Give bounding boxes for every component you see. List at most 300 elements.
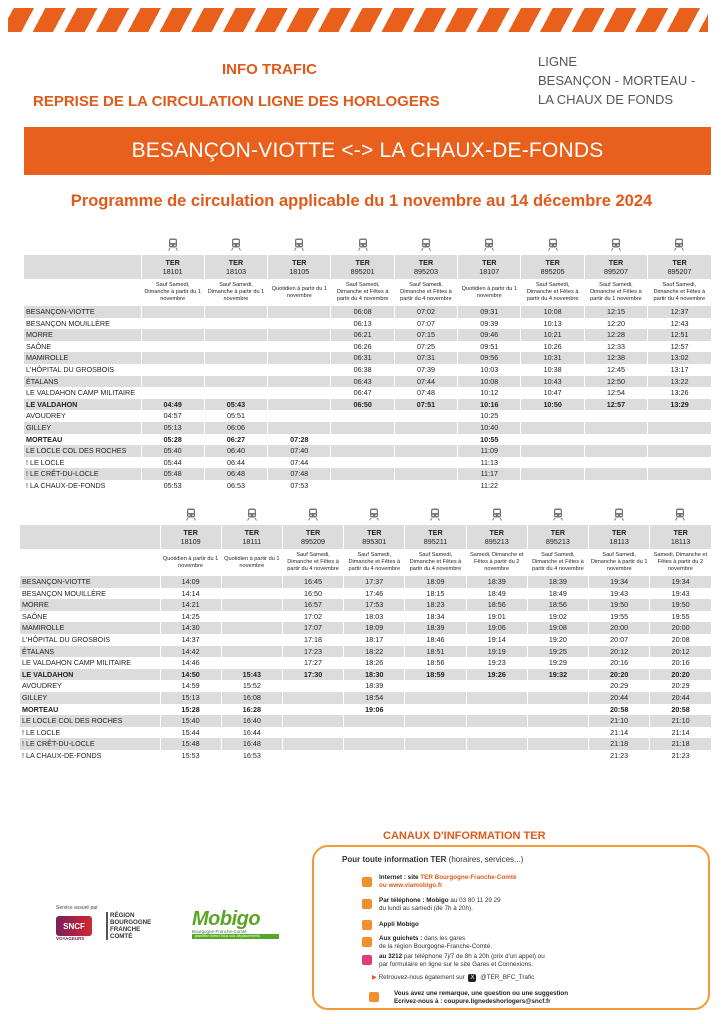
train-number: 895205	[540, 267, 565, 276]
station-row	[24, 306, 711, 318]
departure-time: 05:28	[141, 434, 204, 446]
train-icon	[430, 508, 440, 521]
departure-time: 18:39	[405, 622, 466, 634]
departure-time: 12:20	[584, 318, 647, 330]
train-icon-cell	[282, 508, 343, 525]
departure-time: 05:44	[141, 457, 204, 469]
train-icon-cell	[527, 508, 588, 525]
departure-time: 07:25	[394, 341, 457, 353]
departure-time	[527, 750, 588, 762]
station-name: AVOUDREY	[26, 411, 66, 421]
sncf-voyageurs: VOYAGEURS	[56, 936, 85, 941]
train-icon	[231, 238, 241, 251]
departure-time: 12:33	[584, 341, 647, 353]
departure-time: 11:13	[458, 457, 521, 469]
train-number: 895301	[362, 537, 387, 546]
train-type: TER	[367, 528, 382, 537]
departure-time: 12:15	[584, 306, 647, 318]
train-icon-cell	[394, 238, 457, 255]
departure-time	[394, 480, 457, 492]
station-name: LE VALDAHON CAMP MILITAIRE	[22, 658, 132, 668]
departure-time: 07:39	[394, 364, 457, 376]
station-name: MORRE	[24, 329, 141, 341]
phone-label: Par téléphone : Mobigo	[379, 897, 449, 904]
departure-time: 05:51	[204, 410, 267, 422]
departure-time: 16:57	[282, 599, 343, 611]
station-row	[20, 715, 711, 727]
guichet-label: Aux guichets :	[379, 935, 423, 942]
departure-time: 07:53	[268, 480, 331, 492]
departure-time: 14:25	[160, 611, 221, 623]
region-line: RÉGION	[110, 912, 135, 919]
departure-time: 07:02	[394, 306, 457, 318]
station-row	[24, 422, 711, 434]
departure-time: 10:21	[521, 329, 584, 341]
departure-time	[521, 422, 584, 434]
assist-form: par formulaire en ligne sur le site Gares et Connexions.	[379, 960, 534, 968]
departure-time	[268, 329, 331, 341]
departure-time: 06:50	[331, 399, 394, 411]
train-icon-cell	[268, 238, 331, 255]
train-header	[141, 255, 204, 279]
contact-info	[394, 990, 568, 1006]
departure-time: 06:21	[331, 329, 394, 341]
departure-time: 10:47	[521, 387, 584, 399]
internet-label: Internet : site	[379, 874, 421, 881]
departure-time: 19:26	[466, 669, 527, 681]
departure-time: 10:03	[458, 364, 521, 376]
station-row	[20, 599, 711, 611]
departure-time	[584, 422, 647, 434]
departure-time	[204, 387, 267, 399]
guichet-region: de la région Bourgogne-Franche-Comté.	[379, 942, 493, 950]
departure-time	[282, 750, 343, 762]
internet-alt-site[interactable]: ou www.viamobigo.fr	[379, 881, 443, 889]
train-header	[204, 255, 267, 279]
departure-time: 10:25	[458, 410, 521, 422]
train-type: TER	[183, 528, 198, 537]
departure-time: 14:59	[160, 680, 221, 692]
train-number: 18105	[289, 267, 310, 276]
train-header	[584, 255, 647, 279]
departure-time: 12:57	[584, 399, 647, 411]
station-name: L'HÔPITAL DU GROSBOIS	[26, 364, 115, 374]
departure-time	[331, 410, 394, 422]
departure-time	[204, 329, 267, 341]
assist-text: par téléphone 7j/7 de 8h à 20h (prix d'un appel) ou	[403, 953, 545, 960]
station-name: ! LE CRÊT-DU-LOCLE	[20, 738, 160, 750]
info-box-heading	[342, 855, 523, 864]
timetable-afternoon	[20, 508, 711, 762]
departure-time: 07:15	[394, 329, 457, 341]
station-row	[20, 750, 711, 762]
train-icon	[358, 238, 368, 251]
station-name: SAÔNE	[26, 341, 52, 351]
departure-time	[527, 692, 588, 704]
station-name: MAMIROLLE	[24, 352, 141, 364]
departure-time: 10:31	[521, 352, 584, 364]
station-name: LE VALDAHON	[20, 669, 160, 681]
departure-time	[405, 738, 466, 750]
departure-time: 09:39	[458, 318, 521, 330]
departure-time: 19:50	[589, 599, 650, 611]
train-icon	[369, 508, 379, 521]
departure-time: 06:47	[331, 387, 394, 399]
departure-time: 18:49	[466, 588, 527, 600]
canaux-title: CANAUX D'INFORMATION TER	[383, 830, 546, 842]
departure-time: 14:21	[160, 599, 221, 611]
departure-time: 21:14	[650, 727, 711, 739]
departure-time	[268, 376, 331, 388]
departure-time	[282, 727, 343, 739]
departure-time: 15:28	[160, 704, 221, 716]
departure-time: 13:29	[648, 399, 711, 411]
train-number: 895203	[413, 267, 438, 276]
departure-time	[204, 306, 267, 318]
departure-time	[268, 352, 331, 364]
station-row	[24, 457, 711, 469]
train-type: TER	[292, 258, 307, 267]
departure-time	[221, 634, 282, 646]
station-row	[24, 468, 711, 480]
info-trafic-title: INFO TRAFIC	[222, 61, 317, 78]
contact-email[interactable]: Ecrivez-nous à : coupure.lignedeshorlogers@sncf.fr	[394, 998, 551, 1005]
departure-time: 05:53	[141, 480, 204, 492]
blank-cell	[24, 238, 141, 255]
station-row	[24, 434, 711, 446]
train-type: TER	[672, 258, 687, 267]
train-condition: Sauf Samedi, Dimanche et Fêtes à partir du 4 novembre	[648, 279, 711, 306]
train-icon-cell	[521, 238, 584, 255]
departure-time	[221, 588, 282, 600]
departure-time: 12:54	[584, 387, 647, 399]
train-condition: Sauf Samedi, Dimanche et Fêtes à partir du 4 novembre	[331, 279, 394, 306]
departure-time: 12:45	[584, 364, 647, 376]
departure-time	[141, 341, 204, 353]
region-line: BOURGOGNE	[110, 919, 152, 926]
departure-time: 19:50	[650, 599, 711, 611]
departure-time: 06:43	[331, 376, 394, 388]
departure-time: 15:53	[160, 750, 221, 762]
station-row	[24, 329, 711, 341]
departure-time: 06:13	[331, 318, 394, 330]
train-header	[527, 525, 588, 549]
departure-time: 05:43	[204, 399, 267, 411]
departure-time: 18:54	[344, 692, 405, 704]
station-name: ! LA CHAUX-DE-FONDS	[26, 480, 106, 490]
departure-time: 19:01	[466, 611, 527, 623]
departure-time	[344, 738, 405, 750]
departure-time	[141, 306, 204, 318]
blank-cell	[20, 549, 160, 576]
station-name: LE LOCLE COL DES ROCHES	[24, 445, 141, 457]
departure-time: 10:55	[458, 434, 521, 446]
departure-time	[584, 480, 647, 492]
assist-number: au 3212	[379, 953, 403, 960]
departure-time	[268, 387, 331, 399]
departure-time	[394, 457, 457, 469]
train-number: 18113	[609, 537, 629, 546]
station-name: L'HÔPITAL DU GROSBOIS	[22, 634, 111, 644]
departure-time: 10:38	[521, 364, 584, 376]
departure-time: 17:46	[344, 588, 405, 600]
departure-time: 20:29	[589, 680, 650, 692]
departure-time: 06:31	[331, 352, 394, 364]
departure-time	[648, 434, 711, 446]
departure-time	[268, 410, 331, 422]
train-number: 18103	[225, 267, 246, 276]
train-type: TER	[611, 528, 627, 537]
departure-time: 16:50	[282, 588, 343, 600]
departure-time	[204, 341, 267, 353]
departure-time: 18:34	[405, 611, 466, 623]
departure-time	[221, 657, 282, 669]
departure-time: 21:23	[650, 750, 711, 762]
station-name: LE LOCLE COL DES ROCHES	[20, 715, 160, 727]
train-number: 895209	[301, 537, 326, 546]
departure-time	[527, 715, 588, 727]
departure-time	[405, 680, 466, 692]
departure-time: 10:12	[458, 387, 521, 399]
station-name: ÉTALANS	[20, 646, 160, 658]
train-icon	[614, 508, 624, 521]
train-type: TER	[608, 258, 624, 267]
departure-time: 12:50	[584, 376, 647, 388]
train-icon	[308, 508, 318, 521]
departure-time: 21:18	[589, 738, 650, 750]
departure-time	[394, 468, 457, 480]
departure-time: 14:30	[160, 622, 221, 634]
programme-subtitle: Programme de circulation applicable du 1 novembre au 14 décembre 2024	[70, 192, 653, 210]
departure-time: 19:14	[466, 634, 527, 646]
app-label: Appli Mobigo	[379, 921, 419, 928]
twitter-label: Retrouvez-nous également sur	[378, 974, 465, 981]
departure-time	[344, 715, 405, 727]
departure-time	[344, 750, 405, 762]
departure-time	[282, 680, 343, 692]
departure-time: 19:55	[589, 611, 650, 623]
departure-time: 16:48	[221, 738, 282, 750]
departure-time: 16:28	[221, 704, 282, 716]
mobigo-band: planifiez mieux tous vos déplacements	[192, 934, 279, 939]
phone-number: au 03 80 11 29 29	[450, 897, 501, 904]
departure-time	[466, 738, 527, 750]
departure-time: 18:39	[466, 576, 527, 588]
departure-time: 21:10	[650, 715, 711, 727]
departure-time: 14:50	[160, 669, 221, 681]
departure-time: 20:12	[650, 646, 711, 658]
train-icon	[186, 508, 196, 521]
station-name: BESANÇON MOUILLÈRE	[22, 588, 106, 598]
departure-time	[584, 445, 647, 457]
departure-time: 13:26	[648, 387, 711, 399]
departure-time: 18:39	[527, 576, 588, 588]
departure-time: 12:28	[584, 329, 647, 341]
departure-time: 10:13	[521, 318, 584, 330]
condition-row	[24, 279, 711, 306]
train-number: 18111	[242, 537, 262, 546]
departure-time: 21:18	[650, 738, 711, 750]
station-row	[24, 364, 711, 376]
train-condition: Sauf Samedi, Dimanche à partir du 1 novembre	[589, 549, 650, 576]
train-condition: Quotidien à partir du 1 novembre	[268, 279, 331, 306]
departure-time	[221, 646, 282, 658]
departure-time: 06:26	[331, 341, 394, 353]
internet-info	[359, 874, 517, 889]
departure-time	[221, 622, 282, 634]
train-icon-cell	[650, 508, 711, 525]
departure-time: 07:40	[268, 445, 331, 457]
train-condition: Sauf Samedi, Dimanche à partir du 1 novembre	[141, 279, 204, 306]
train-condition: Samedi, Dimanche et Fêtes à partir du 2 novembre	[466, 549, 527, 576]
station-row	[24, 376, 711, 388]
station-name: MORRE	[20, 599, 160, 611]
departure-time: 13:22	[648, 376, 711, 388]
train-condition: Sauf Samedi, Dimanche à partir du 1 novembre	[204, 279, 267, 306]
condition-row	[20, 549, 711, 576]
train-icon	[294, 238, 304, 251]
departure-time	[141, 364, 204, 376]
departure-time	[221, 611, 282, 623]
train-icon-cell	[458, 238, 521, 255]
train-type: TER	[428, 528, 443, 537]
departure-time: 14:46	[160, 657, 221, 669]
train-number: 895207	[667, 267, 692, 276]
train-header	[394, 255, 457, 279]
departure-time: 19:34	[589, 576, 650, 588]
departure-time	[405, 715, 466, 727]
station-name: ! LE LOCLE	[22, 727, 61, 737]
departure-time	[527, 738, 588, 750]
train-icon-cell	[141, 238, 204, 255]
departure-time: 19:08	[527, 622, 588, 634]
blank-cell	[20, 508, 160, 525]
train-icon-cell	[405, 508, 466, 525]
departure-time	[584, 457, 647, 469]
train-header	[282, 525, 343, 549]
train-icon	[484, 238, 494, 251]
train-icon-row	[24, 238, 711, 255]
departure-time: 21:23	[589, 750, 650, 762]
departure-time: 20:20	[650, 669, 711, 681]
station-row	[20, 576, 711, 588]
departure-time	[521, 445, 584, 457]
departure-time	[141, 387, 204, 399]
station-row	[20, 680, 711, 692]
departure-time: 06:08	[331, 306, 394, 318]
departure-time: 18:17	[344, 634, 405, 646]
station-row	[20, 669, 711, 681]
station-row	[20, 727, 711, 739]
departure-time: 17:02	[282, 611, 343, 623]
departure-time: 06:06	[204, 422, 267, 434]
departure-time	[521, 434, 584, 446]
departure-time	[466, 727, 527, 739]
app-info	[359, 921, 419, 929]
station-name: MORTEAU	[26, 434, 63, 444]
departure-time: 07:51	[394, 399, 457, 411]
departure-time	[394, 434, 457, 446]
departure-time: 14:42	[160, 646, 221, 658]
departure-time: 17:53	[344, 599, 405, 611]
departure-time	[521, 457, 584, 469]
train-condition: Quotidien à partir du 1 novembre	[160, 549, 221, 576]
departure-time	[394, 410, 457, 422]
departure-time	[466, 704, 527, 716]
train-icon-cell	[204, 238, 267, 255]
departure-time	[282, 692, 343, 704]
departure-time: 10:43	[521, 376, 584, 388]
phone-info	[359, 897, 501, 912]
station-name: ! LA CHAUX-DE-FONDS	[22, 750, 102, 760]
departure-time	[527, 680, 588, 692]
departure-time	[141, 318, 204, 330]
ligne-line-2: BESANÇON - MORTEAU -	[538, 73, 696, 88]
internet-site[interactable]: TER Bourgogne-Franche-Comté	[420, 874, 517, 881]
departure-time	[331, 457, 394, 469]
train-icon-cell	[331, 238, 394, 255]
train-type: TER	[545, 258, 560, 267]
departure-time: 20:00	[589, 622, 650, 634]
train-icon-cell	[589, 508, 650, 525]
station-row	[24, 480, 711, 492]
departure-time	[521, 410, 584, 422]
station-name: GILLEY	[24, 422, 141, 434]
departure-time: 07:48	[268, 468, 331, 480]
departure-time	[221, 599, 282, 611]
departure-time	[141, 352, 204, 364]
sncf-logo	[56, 905, 100, 941]
train-icon	[492, 508, 502, 521]
station-row	[24, 387, 711, 399]
train-number: 18101	[162, 267, 183, 276]
departure-time: 07:28	[268, 434, 331, 446]
departure-time	[268, 318, 331, 330]
train-number: 895207	[603, 267, 628, 276]
departure-time: 20:58	[589, 704, 650, 716]
twitter-handle[interactable]: @TER_BFC_Trafic	[480, 974, 535, 981]
departure-time	[268, 364, 331, 376]
station-name: GILLEY	[20, 692, 160, 704]
departure-time: 20:20	[589, 669, 650, 681]
ligne-line-3: LA CHAUX DE FONDS	[538, 92, 674, 107]
departure-time: 18:59	[405, 669, 466, 681]
departure-time: 15:52	[221, 680, 282, 692]
train-header	[268, 255, 331, 279]
departure-time	[527, 727, 588, 739]
region-divider	[106, 912, 108, 940]
departure-time: 19:55	[650, 611, 711, 623]
train-icon-cell	[344, 508, 405, 525]
departure-time	[405, 704, 466, 716]
departure-time	[204, 352, 267, 364]
departure-time: 16:40	[221, 715, 282, 727]
departure-time: 11:09	[458, 445, 521, 457]
train-type: TER	[489, 528, 504, 537]
train-number: 18107	[479, 267, 500, 276]
departure-time: 10:16	[458, 399, 521, 411]
departure-time: 09:31	[458, 306, 521, 318]
departure-time: 19:43	[589, 588, 650, 600]
train-number: 895213	[484, 537, 509, 546]
info-head-bold: Pour toute information TER	[342, 855, 447, 864]
train-condition: Quotidien à partir du 1 novembre	[458, 279, 521, 306]
blank-cell	[20, 525, 160, 549]
departure-time: 07:48	[394, 387, 457, 399]
departure-time	[584, 434, 647, 446]
departure-time	[466, 692, 527, 704]
station-name: BESANÇON-VIOTTE	[24, 306, 141, 318]
